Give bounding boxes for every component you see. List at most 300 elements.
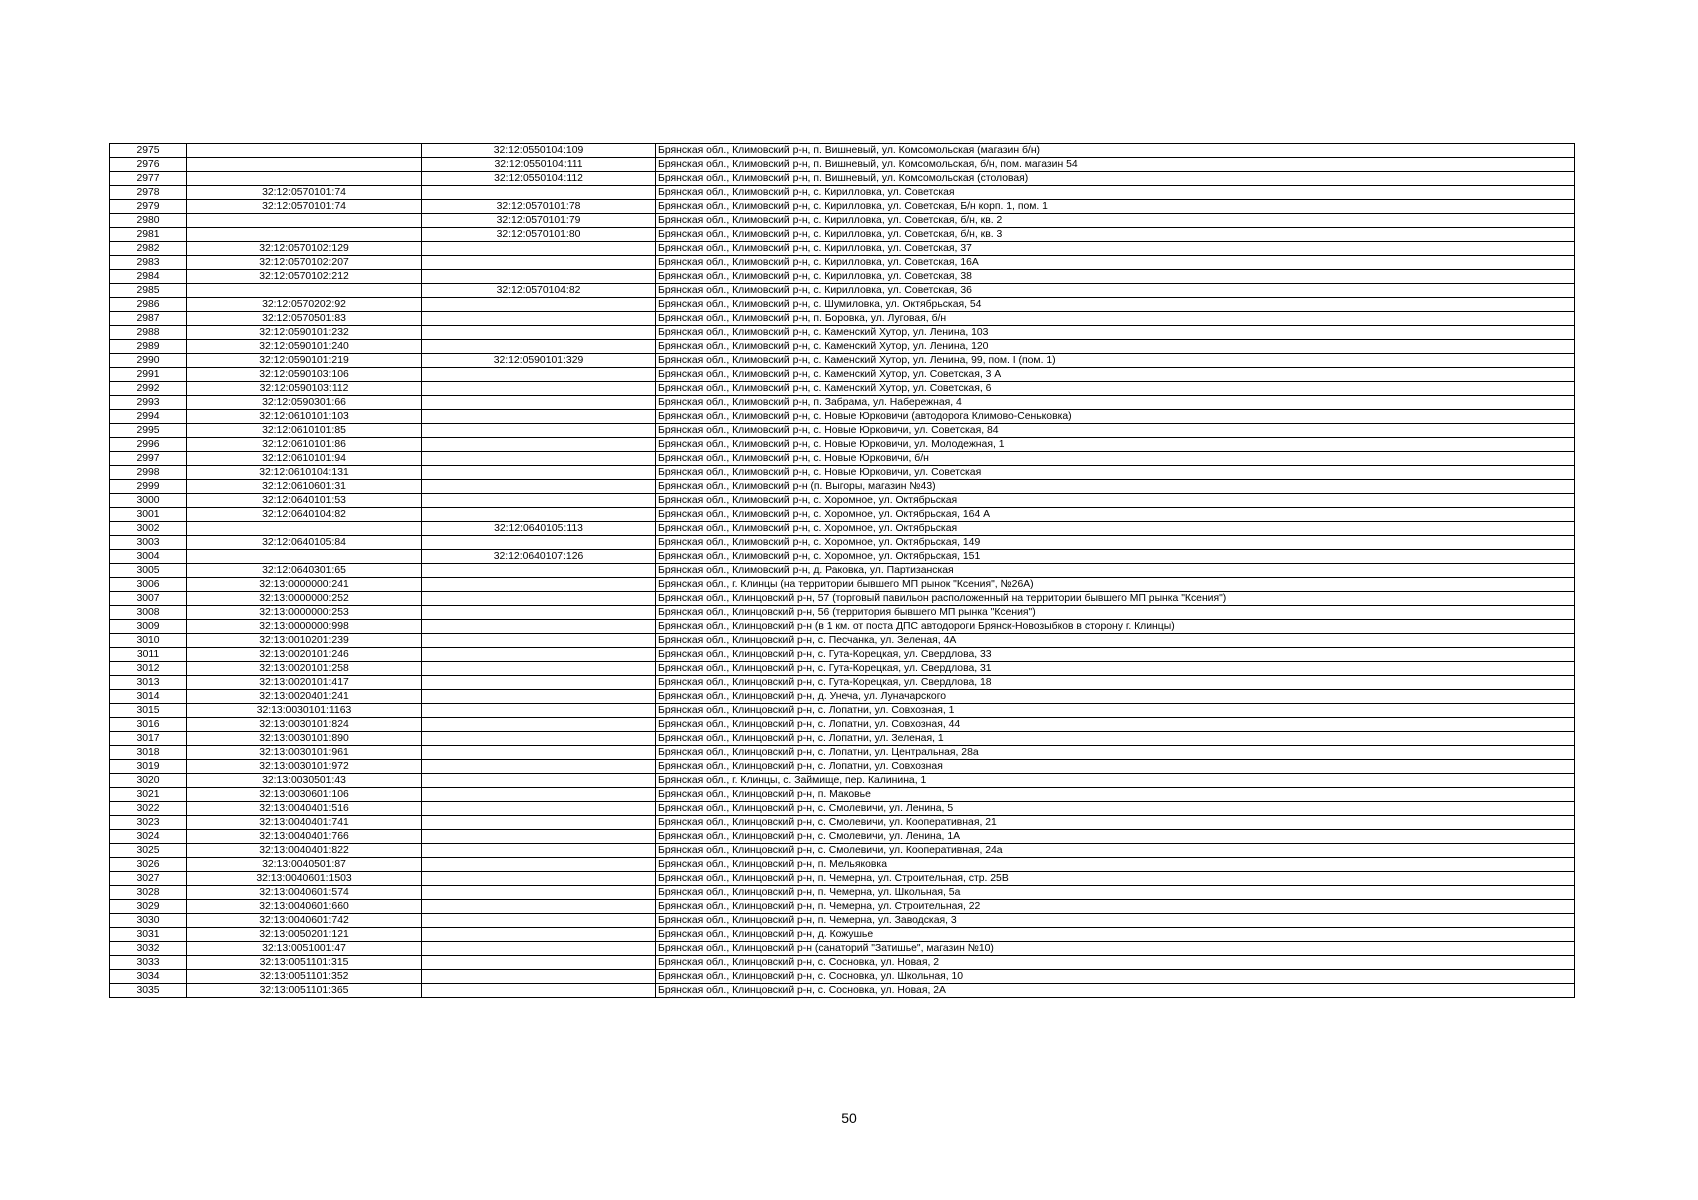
table-row bbox=[110, 774, 1575, 788]
table-row bbox=[110, 466, 1575, 480]
premises-cadastral-number-cell bbox=[422, 536, 656, 550]
premises-cadastral-number-cell: 32:12:0640105:113 bbox=[422, 522, 656, 536]
row-number-cell: 3030 bbox=[110, 914, 187, 928]
cadastral-number-cell: 32:13:0030101:961 bbox=[187, 746, 422, 760]
row-number-cell: 2979 bbox=[110, 200, 187, 214]
row-number-cell: 3019 bbox=[110, 760, 187, 774]
table-row bbox=[110, 830, 1575, 844]
table-row bbox=[110, 298, 1575, 312]
table-row bbox=[110, 816, 1575, 830]
address-cell: Брянская обл., Клинцовский р-н, с. Сосновка, ул. Школьная, 10 bbox=[656, 970, 1575, 984]
premises-cadastral-number-cell bbox=[422, 410, 656, 424]
cadastral-number-cell: 32:12:0610101:85 bbox=[187, 424, 422, 438]
premises-cadastral-number-cell bbox=[422, 592, 656, 606]
address-cell: Брянская обл., Клинцовский р-н, с. Смолевичи, ул. Ленина, 1А bbox=[656, 830, 1575, 844]
premises-cadastral-number-cell bbox=[422, 942, 656, 956]
table-row bbox=[110, 746, 1575, 760]
row-number-cell: 2985 bbox=[110, 284, 187, 298]
cadastral-number-cell: 32:13:0020101:417 bbox=[187, 676, 422, 690]
row-number-cell: 2976 bbox=[110, 158, 187, 172]
table-row bbox=[110, 648, 1575, 662]
address-cell: Брянская обл., Клинцовский р-н, с. Лопатни, ул. Совхозная, 1 bbox=[656, 704, 1575, 718]
cadastral-number-cell: 32:13:0040401:766 bbox=[187, 830, 422, 844]
row-number-cell: 2994 bbox=[110, 410, 187, 424]
table-row bbox=[110, 844, 1575, 858]
cadastral-number-cell: 32:12:0640101:53 bbox=[187, 494, 422, 508]
row-number-cell: 2995 bbox=[110, 424, 187, 438]
table-row bbox=[110, 508, 1575, 522]
row-number-cell: 3028 bbox=[110, 886, 187, 900]
address-cell: Брянская обл., Клинцовский р-н, п. Чемерна, ул. Школьная, 5а bbox=[656, 886, 1575, 900]
row-number-cell: 2978 bbox=[110, 186, 187, 200]
premises-cadastral-number-cell: 32:12:0550104:111 bbox=[422, 158, 656, 172]
address-cell: Брянская обл., Клинцовский р-н, с. Сосновка, ул. Новая, 2А bbox=[656, 984, 1575, 998]
address-cell: Брянская обл., Клинцовский р-н, п. Чемерна, ул. Строительная, 22 bbox=[656, 900, 1575, 914]
cadastral-number-cell: 32:13:0051101:365 bbox=[187, 984, 422, 998]
table-row bbox=[110, 144, 1575, 158]
address-cell: Брянская обл., Климовский р-н, с. Каменский Хутор, ул. Советская, 3 А bbox=[656, 368, 1575, 382]
table-row bbox=[110, 942, 1575, 956]
table-row bbox=[110, 732, 1575, 746]
cadastral-number-cell: 32:13:0020401:241 bbox=[187, 690, 422, 704]
premises-cadastral-number-cell bbox=[422, 718, 656, 732]
cadastral-number-cell: 32:12:0610601:31 bbox=[187, 480, 422, 494]
premises-cadastral-number-cell bbox=[422, 508, 656, 522]
cadastral-number-cell: 32:13:0000000:241 bbox=[187, 578, 422, 592]
cadastral-number-cell: 32:13:0040401:822 bbox=[187, 844, 422, 858]
cadastral-number-cell bbox=[187, 522, 422, 536]
premises-cadastral-number-cell bbox=[422, 662, 656, 676]
premises-cadastral-number-cell bbox=[422, 438, 656, 452]
premises-cadastral-number-cell bbox=[422, 928, 656, 942]
table-row bbox=[110, 228, 1575, 242]
cadastral-number-cell: 32:13:0051101:352 bbox=[187, 970, 422, 984]
premises-cadastral-number-cell bbox=[422, 816, 656, 830]
cadastral-number-cell: 32:13:0050201:121 bbox=[187, 928, 422, 942]
address-cell: Брянская обл., Климовский р-н, п. Боровка, ул. Луговая, б/н bbox=[656, 312, 1575, 326]
address-cell: Брянская обл., Клинцовский р-н, д. Унеча, ул. Луначарского bbox=[656, 690, 1575, 704]
premises-cadastral-number-cell bbox=[422, 312, 656, 326]
cadastral-number-cell bbox=[187, 144, 422, 158]
cadastral-number-cell bbox=[187, 228, 422, 242]
address-cell: Брянская обл., Климовский р-н, с. Хоромное, ул. Октябрьская, 149 bbox=[656, 536, 1575, 550]
cadastral-number-cell: 32:12:0570101:74 bbox=[187, 186, 422, 200]
cadastral-number-cell: 32:12:0570101:74 bbox=[187, 200, 422, 214]
table-row bbox=[110, 550, 1575, 564]
premises-cadastral-number-cell bbox=[422, 844, 656, 858]
address-cell: Брянская обл., Климовский р-н, с. Каменский Хутор, ул. Советская, 6 bbox=[656, 382, 1575, 396]
row-number-cell: 3007 bbox=[110, 592, 187, 606]
table-row bbox=[110, 914, 1575, 928]
address-cell: Брянская обл., Климовский р-н (п. Выгоры, магазин №43) bbox=[656, 480, 1575, 494]
row-number-cell: 3025 bbox=[110, 844, 187, 858]
premises-cadastral-number-cell bbox=[422, 564, 656, 578]
row-number-cell: 2993 bbox=[110, 396, 187, 410]
row-number-cell: 3015 bbox=[110, 704, 187, 718]
address-cell: Брянская обл., Клинцовский р-н, с. Гута-Корецкая, ул. Свердлова, 31 bbox=[656, 662, 1575, 676]
address-cell: Брянская обл., Климовский р-н, п. Вишневый, ул. Комсомольская, б/н, пом. магазин 54 bbox=[656, 158, 1575, 172]
row-number-cell: 3011 bbox=[110, 648, 187, 662]
address-cell: Брянская обл., Климовский р-н, п. Вишневый, ул. Комсомольская (магазин б/н) bbox=[656, 144, 1575, 158]
premises-cadastral-number-cell bbox=[422, 746, 656, 760]
row-number-cell: 3033 bbox=[110, 956, 187, 970]
row-number-cell: 2975 bbox=[110, 144, 187, 158]
address-cell: Брянская обл., Климовский р-н, с. Хоромное, ул. Октябрьская bbox=[656, 494, 1575, 508]
address-cell: Брянская обл., Климовский р-н, с. Новые Юрковичи (автодорога Климово-Сеньковка) bbox=[656, 410, 1575, 424]
address-cell: Брянская обл., Климовский р-н, с. Каменский Хутор, ул. Ленина, 103 bbox=[656, 326, 1575, 340]
row-number-cell: 2998 bbox=[110, 466, 187, 480]
table-row bbox=[110, 214, 1575, 228]
address-cell: Брянская обл., Климовский р-н, с. Шумиловка, ул. Октябрьская, 54 bbox=[656, 298, 1575, 312]
table-row bbox=[110, 592, 1575, 606]
premises-cadastral-number-cell: 32:12:0570101:78 bbox=[422, 200, 656, 214]
premises-cadastral-number-cell bbox=[422, 242, 656, 256]
row-number-cell: 3034 bbox=[110, 970, 187, 984]
address-cell: Брянская обл., Климовский р-н, с. Кирилловка, ул. Советская, 36 bbox=[656, 284, 1575, 298]
cadastral-number-cell: 32:12:0640105:84 bbox=[187, 536, 422, 550]
table-row bbox=[110, 256, 1575, 270]
address-cell: Брянская обл., Клинцовский р-н, с. Сосновка, ул. Новая, 2 bbox=[656, 956, 1575, 970]
address-cell: Брянская обл., Клинцовский р-н (в 1 км. от поста ДПС автодороги Брянск-Новозыбков в сторону г. Клинцы) bbox=[656, 620, 1575, 634]
address-cell: Брянская обл., Климовский р-н, с. Каменский Хутор, ул. Ленина, 99, пом. I (пом. 1) bbox=[656, 354, 1575, 368]
address-cell: Брянская обл., Климовский р-н, с. Кирилловка, ул. Советская, 16А bbox=[656, 256, 1575, 270]
row-number-cell: 2982 bbox=[110, 242, 187, 256]
premises-cadastral-number-cell bbox=[422, 984, 656, 998]
table-row bbox=[110, 802, 1575, 816]
cadastral-number-cell: 32:13:0030101:1163 bbox=[187, 704, 422, 718]
table-row bbox=[110, 284, 1575, 298]
table-row bbox=[110, 662, 1575, 676]
table-row bbox=[110, 270, 1575, 284]
premises-cadastral-number-cell bbox=[422, 732, 656, 746]
premises-cadastral-number-cell: 32:12:0550104:112 bbox=[422, 172, 656, 186]
table-row bbox=[110, 326, 1575, 340]
cadastral-number-cell: 32:13:0051101:315 bbox=[187, 956, 422, 970]
address-cell: Брянская обл., Клинцовский р-н, с. Смолевичи, ул. Кооперативная, 24а bbox=[656, 844, 1575, 858]
table-row bbox=[110, 984, 1575, 998]
cadastral-number-cell bbox=[187, 550, 422, 564]
cadastral-number-cell: 32:13:0040601:660 bbox=[187, 900, 422, 914]
premises-cadastral-number-cell bbox=[422, 788, 656, 802]
row-number-cell: 3026 bbox=[110, 858, 187, 872]
row-number-cell: 3010 bbox=[110, 634, 187, 648]
table-row bbox=[110, 452, 1575, 466]
row-number-cell: 3014 bbox=[110, 690, 187, 704]
cadastral-number-cell: 32:12:0570102:129 bbox=[187, 242, 422, 256]
premises-cadastral-number-cell bbox=[422, 578, 656, 592]
cadastral-number-cell: 32:12:0590101:240 bbox=[187, 340, 422, 354]
cadastral-number-cell bbox=[187, 158, 422, 172]
premises-cadastral-number-cell bbox=[422, 368, 656, 382]
cadastral-number-cell: 32:13:0000000:253 bbox=[187, 606, 422, 620]
address-cell: Брянская обл., Клинцовский р-н, с. Гута-Корецкая, ул. Свердлова, 18 bbox=[656, 676, 1575, 690]
table-row bbox=[110, 354, 1575, 368]
cadastral-number-cell: 32:13:0040601:574 bbox=[187, 886, 422, 900]
premises-cadastral-number-cell bbox=[422, 690, 656, 704]
address-cell: Брянская обл., г. Клинцы (на территории бывшего МП рынок "Ксения", №26А) bbox=[656, 578, 1575, 592]
cadastral-number-cell: 32:12:0610101:86 bbox=[187, 438, 422, 452]
address-cell: Брянская обл., Клинцовский р-н, 57 (торговый павильон расположенный на территории бывшего МП рынка "Ксения") bbox=[656, 592, 1575, 606]
address-cell: Брянская обл., Клинцовский р-н, с. Лопатни, ул. Совхозная, 44 bbox=[656, 718, 1575, 732]
row-number-cell: 3017 bbox=[110, 732, 187, 746]
address-cell: Брянская обл., Клинцовский р-н, д. Кожушье bbox=[656, 928, 1575, 942]
table-row bbox=[110, 340, 1575, 354]
cadastral-number-cell: 32:13:0040501:87 bbox=[187, 858, 422, 872]
premises-cadastral-number-cell bbox=[422, 326, 656, 340]
cadastral-number-cell: 32:12:0590101:219 bbox=[187, 354, 422, 368]
address-cell: Брянская обл., Климовский р-н, с. Кирилловка, ул. Советская, 37 bbox=[656, 242, 1575, 256]
premises-cadastral-number-cell: 32:12:0570101:80 bbox=[422, 228, 656, 242]
table-row bbox=[110, 186, 1575, 200]
address-cell: Брянская обл., Клинцовский р-н, с. Песчанка, ул. Зеленая, 4А bbox=[656, 634, 1575, 648]
address-cell: Брянская обл., Клинцовский р-н (санаторий "Затишье", магазин №10) bbox=[656, 942, 1575, 956]
cadastral-number-cell: 32:12:0590301:66 bbox=[187, 396, 422, 410]
premises-cadastral-number-cell bbox=[422, 886, 656, 900]
row-number-cell: 2987 bbox=[110, 312, 187, 326]
premises-cadastral-number-cell bbox=[422, 606, 656, 620]
table-row bbox=[110, 928, 1575, 942]
cadastral-number-cell: 32:12:0570202:92 bbox=[187, 298, 422, 312]
table-row bbox=[110, 886, 1575, 900]
row-number-cell: 3003 bbox=[110, 536, 187, 550]
registry-table-body bbox=[110, 144, 1575, 998]
row-number-cell: 2997 bbox=[110, 452, 187, 466]
address-cell: Брянская обл., Климовский р-н, с. Кирилловка, ул. Советская bbox=[656, 186, 1575, 200]
table-row bbox=[110, 172, 1575, 186]
premises-cadastral-number-cell bbox=[422, 648, 656, 662]
row-number-cell: 2992 bbox=[110, 382, 187, 396]
cadastral-number-cell: 32:12:0640104:82 bbox=[187, 508, 422, 522]
premises-cadastral-number-cell: 32:12:0550104:109 bbox=[422, 144, 656, 158]
premises-cadastral-number-cell bbox=[422, 186, 656, 200]
cadastral-number-cell: 32:13:0000000:252 bbox=[187, 592, 422, 606]
table-row bbox=[110, 620, 1575, 634]
table-row bbox=[110, 690, 1575, 704]
cadastral-number-cell: 32:12:0610101:94 bbox=[187, 452, 422, 466]
premises-cadastral-number-cell bbox=[422, 340, 656, 354]
address-cell: Брянская обл., Климовский р-н, с. Кирилловка, ул. Советская, б/н, кв. 3 bbox=[656, 228, 1575, 242]
row-number-cell: 2990 bbox=[110, 354, 187, 368]
cadastral-number-cell: 32:13:0030101:824 bbox=[187, 718, 422, 732]
address-cell: Брянская обл., Клинцовский р-н, п. Маковье bbox=[656, 788, 1575, 802]
row-number-cell: 3008 bbox=[110, 606, 187, 620]
table-row bbox=[110, 676, 1575, 690]
address-cell: Брянская обл., Климовский р-н, д. Раковка, ул. Партизанская bbox=[656, 564, 1575, 578]
table-row bbox=[110, 410, 1575, 424]
cadastral-number-cell: 32:13:0040601:1503 bbox=[187, 872, 422, 886]
cadastral-number-cell: 32:12:0640301:65 bbox=[187, 564, 422, 578]
cadastral-number-cell bbox=[187, 284, 422, 298]
page-number: 50 bbox=[841, 1110, 857, 1126]
row-number-cell: 3029 bbox=[110, 900, 187, 914]
premises-cadastral-number-cell bbox=[422, 802, 656, 816]
row-number-cell: 3031 bbox=[110, 928, 187, 942]
registry-table bbox=[109, 143, 1575, 998]
row-number-cell: 2977 bbox=[110, 172, 187, 186]
premises-cadastral-number-cell bbox=[422, 480, 656, 494]
address-cell: Брянская обл., Климовский р-н, п. Вишневый, ул. Комсомольская (столовая) bbox=[656, 172, 1575, 186]
premises-cadastral-number-cell bbox=[422, 970, 656, 984]
address-cell: Брянская обл., Клинцовский р-н, п. Чемерна, ул. Строительная, стр. 25В bbox=[656, 872, 1575, 886]
row-number-cell: 3012 bbox=[110, 662, 187, 676]
table-row bbox=[110, 480, 1575, 494]
premises-cadastral-number-cell bbox=[422, 396, 656, 410]
table-row bbox=[110, 494, 1575, 508]
cadastral-number-cell bbox=[187, 214, 422, 228]
row-number-cell: 2984 bbox=[110, 270, 187, 284]
table-row bbox=[110, 200, 1575, 214]
address-cell: Брянская обл., Климовский р-н, с. Новые Юрковичи, ул. Молодежная, 1 bbox=[656, 438, 1575, 452]
row-number-cell: 3021 bbox=[110, 788, 187, 802]
table-row bbox=[110, 382, 1575, 396]
row-number-cell: 2996 bbox=[110, 438, 187, 452]
premises-cadastral-number-cell bbox=[422, 256, 656, 270]
table-row bbox=[110, 704, 1575, 718]
cadastral-number-cell: 32:13:0040601:742 bbox=[187, 914, 422, 928]
cadastral-number-cell: 32:13:0051001:47 bbox=[187, 942, 422, 956]
address-cell: Брянская обл., Климовский р-н, с. Кирилловка, ул. Советская, б/н, кв. 2 bbox=[656, 214, 1575, 228]
address-cell: Брянская обл., Климовский р-н, п. Забрама, ул. Набережная, 4 bbox=[656, 396, 1575, 410]
premises-cadastral-number-cell bbox=[422, 774, 656, 788]
address-cell: Брянская обл., Клинцовский р-н, 56 (территория бывшего МП рынка "Ксения") bbox=[656, 606, 1575, 620]
table-row bbox=[110, 718, 1575, 732]
row-number-cell: 2986 bbox=[110, 298, 187, 312]
table-row bbox=[110, 760, 1575, 774]
table-row bbox=[110, 578, 1575, 592]
table-row bbox=[110, 158, 1575, 172]
cadastral-number-cell: 32:12:0590101:232 bbox=[187, 326, 422, 340]
premises-cadastral-number-cell bbox=[422, 270, 656, 284]
table-row bbox=[110, 872, 1575, 886]
premises-cadastral-number-cell bbox=[422, 900, 656, 914]
cadastral-number-cell: 32:13:0000000:998 bbox=[187, 620, 422, 634]
address-cell: Брянская обл., г. Клинцы, с. Займище, пер. Калинина, 1 bbox=[656, 774, 1575, 788]
premises-cadastral-number-cell bbox=[422, 634, 656, 648]
premises-cadastral-number-cell: 32:12:0590101:329 bbox=[422, 354, 656, 368]
row-number-cell: 3023 bbox=[110, 816, 187, 830]
cadastral-number-cell: 32:13:0020101:258 bbox=[187, 662, 422, 676]
table-row bbox=[110, 788, 1575, 802]
row-number-cell: 3032 bbox=[110, 942, 187, 956]
table-row bbox=[110, 522, 1575, 536]
premises-cadastral-number-cell bbox=[422, 466, 656, 480]
table-row bbox=[110, 956, 1575, 970]
table-row bbox=[110, 900, 1575, 914]
cadastral-number-cell: 32:12:0590103:106 bbox=[187, 368, 422, 382]
table-row bbox=[110, 970, 1575, 984]
cadastral-number-cell: 32:12:0590103:112 bbox=[187, 382, 422, 396]
row-number-cell: 3016 bbox=[110, 718, 187, 732]
address-cell: Брянская обл., Клинцовский р-н, с. Смолевичи, ул. Кооперативная, 21 bbox=[656, 816, 1575, 830]
table-row bbox=[110, 606, 1575, 620]
row-number-cell: 3020 bbox=[110, 774, 187, 788]
cadastral-number-cell: 32:13:0040401:741 bbox=[187, 816, 422, 830]
premises-cadastral-number-cell: 32:12:0570104:82 bbox=[422, 284, 656, 298]
row-number-cell: 2980 bbox=[110, 214, 187, 228]
table-row bbox=[110, 536, 1575, 550]
row-number-cell: 3005 bbox=[110, 564, 187, 578]
premises-cadastral-number-cell bbox=[422, 424, 656, 438]
premises-cadastral-number-cell bbox=[422, 872, 656, 886]
address-cell: Брянская обл., Климовский р-н, с. Хоромное, ул. Октябрьская bbox=[656, 522, 1575, 536]
row-number-cell: 3006 bbox=[110, 578, 187, 592]
row-number-cell: 2989 bbox=[110, 340, 187, 354]
row-number-cell: 3013 bbox=[110, 676, 187, 690]
premises-cadastral-number-cell bbox=[422, 704, 656, 718]
address-cell: Брянская обл., Климовский р-н, с. Каменский Хутор, ул. Ленина, 120 bbox=[656, 340, 1575, 354]
address-cell: Брянская обл., Климовский р-н, с. Кирилловка, ул. Советская, 38 bbox=[656, 270, 1575, 284]
address-cell: Брянская обл., Клинцовский р-н, с. Лопатни, ул. Совхозная bbox=[656, 760, 1575, 774]
row-number-cell: 2991 bbox=[110, 368, 187, 382]
address-cell: Брянская обл., Клинцовский р-н, с. Лопатни, ул. Зеленая, 1 bbox=[656, 732, 1575, 746]
premises-cadastral-number-cell bbox=[422, 298, 656, 312]
cadastral-number-cell: 32:12:0610101:103 bbox=[187, 410, 422, 424]
address-cell: Брянская обл., Клинцовский р-н, п. Мельяковка bbox=[656, 858, 1575, 872]
address-cell: Брянская обл., Клинцовский р-н, с. Гута-Корецкая, ул. Свердлова, 33 bbox=[656, 648, 1575, 662]
premises-cadastral-number-cell bbox=[422, 858, 656, 872]
row-number-cell: 2988 bbox=[110, 326, 187, 340]
row-number-cell: 3022 bbox=[110, 802, 187, 816]
premises-cadastral-number-cell: 32:12:0640107:126 bbox=[422, 550, 656, 564]
table-row bbox=[110, 564, 1575, 578]
row-number-cell: 3027 bbox=[110, 872, 187, 886]
address-cell: Брянская обл., Климовский р-н, с. Кирилловка, ул. Советская, Б/н корп. 1, пом. 1 bbox=[656, 200, 1575, 214]
table-row bbox=[110, 858, 1575, 872]
premises-cadastral-number-cell bbox=[422, 620, 656, 634]
row-number-cell: 3001 bbox=[110, 508, 187, 522]
table-row bbox=[110, 242, 1575, 256]
cadastral-number-cell: 32:13:0030101:972 bbox=[187, 760, 422, 774]
address-cell: Брянская обл., Климовский р-н, с. Новые Юрковичи, ул. Советская, 84 bbox=[656, 424, 1575, 438]
cadastral-number-cell bbox=[187, 172, 422, 186]
table-row bbox=[110, 634, 1575, 648]
cadastral-number-cell: 32:12:0570102:207 bbox=[187, 256, 422, 270]
row-number-cell: 3035 bbox=[110, 984, 187, 998]
cadastral-number-cell: 32:12:0570501:83 bbox=[187, 312, 422, 326]
premises-cadastral-number-cell bbox=[422, 676, 656, 690]
row-number-cell: 3009 bbox=[110, 620, 187, 634]
table-row bbox=[110, 368, 1575, 382]
premises-cadastral-number-cell bbox=[422, 452, 656, 466]
cadastral-number-cell: 32:13:0030601:106 bbox=[187, 788, 422, 802]
row-number-cell: 2999 bbox=[110, 480, 187, 494]
premises-cadastral-number-cell bbox=[422, 914, 656, 928]
address-cell: Брянская обл., Клинцовский р-н, с. Лопатни, ул. Центральная, 28а bbox=[656, 746, 1575, 760]
row-number-cell: 2983 bbox=[110, 256, 187, 270]
row-number-cell: 3002 bbox=[110, 522, 187, 536]
cadastral-number-cell: 32:13:0010201:239 bbox=[187, 634, 422, 648]
address-cell: Брянская обл., Клинцовский р-н, п. Чемерна, ул. Заводская, 3 bbox=[656, 914, 1575, 928]
address-cell: Брянская обл., Климовский р-н, с. Новые Юрковичи, б/н bbox=[656, 452, 1575, 466]
row-number-cell: 3000 bbox=[110, 494, 187, 508]
premises-cadastral-number-cell bbox=[422, 956, 656, 970]
premises-cadastral-number-cell bbox=[422, 382, 656, 396]
address-cell: Брянская обл., Климовский р-н, с. Новые Юрковичи, ул. Советская bbox=[656, 466, 1575, 480]
premises-cadastral-number-cell: 32:12:0570101:79 bbox=[422, 214, 656, 228]
table-row bbox=[110, 424, 1575, 438]
row-number-cell: 3024 bbox=[110, 830, 187, 844]
address-cell: Брянская обл., Климовский р-н, с. Хоромное, ул. Октябрьская, 164 А bbox=[656, 508, 1575, 522]
cadastral-number-cell: 32:13:0030501:43 bbox=[187, 774, 422, 788]
cadastral-number-cell: 32:13:0040401:516 bbox=[187, 802, 422, 816]
table-row bbox=[110, 396, 1575, 410]
premises-cadastral-number-cell bbox=[422, 760, 656, 774]
cadastral-number-cell: 32:13:0030101:890 bbox=[187, 732, 422, 746]
row-number-cell: 2981 bbox=[110, 228, 187, 242]
row-number-cell: 3004 bbox=[110, 550, 187, 564]
premises-cadastral-number-cell bbox=[422, 830, 656, 844]
table-row bbox=[110, 438, 1575, 452]
